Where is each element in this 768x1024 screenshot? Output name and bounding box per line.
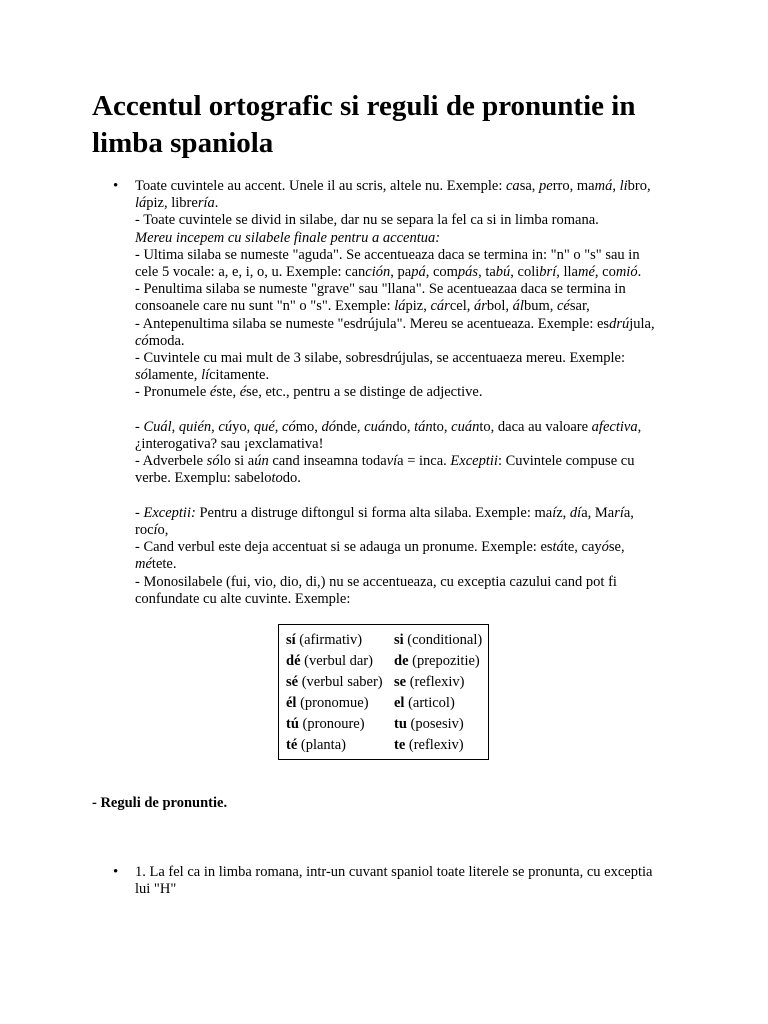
word: tu	[394, 716, 407, 732]
pronunciation-rule-text	[135, 864, 680, 898]
italic-segment: í	[552, 504, 557, 521]
table-cell	[394, 651, 488, 672]
text-line	[135, 281, 680, 298]
italic-segment: Mereu incepem cu silabele finale pentru a accentua:	[135, 229, 441, 246]
text-segment: - Ultima silaba se numeste "aguda". Se accentueaza daca se termina in: "n" o "s" sau in	[135, 246, 640, 263]
text-line	[135, 402, 680, 419]
text-line	[135, 367, 680, 384]
italic-segment: lá	[135, 195, 147, 212]
text-segment: mo,	[295, 418, 322, 435]
text-line	[135, 419, 680, 436]
text-segment: jula,	[629, 315, 655, 332]
text-line	[135, 230, 680, 247]
text-segment: se, etc., pentru a se distinge de adjective.	[246, 384, 483, 401]
text-segment: ,	[171, 418, 179, 435]
text-line	[135, 522, 680, 539]
text-segment: - Cand verbul este deja accentuat si se adauga un pronume. Exemple: es	[135, 539, 553, 556]
text-segment: tete.	[151, 556, 177, 573]
bullet-dot-icon: •	[113, 864, 119, 880]
text-segment: roc	[135, 522, 154, 539]
text-segment: to,	[432, 418, 452, 435]
table-cell	[394, 735, 488, 756]
word-meaning: (afirmativ)	[295, 632, 363, 648]
word: se	[394, 674, 407, 690]
italic-segment: ción	[365, 264, 391, 281]
text-segment: bro,	[627, 178, 651, 194]
table-cell	[279, 693, 394, 714]
text-segment: rro, ma	[552, 178, 595, 194]
table-cell	[394, 693, 488, 714]
italic-segment: ví	[386, 453, 398, 470]
word: de	[394, 653, 409, 669]
italic-segment: to	[271, 470, 283, 487]
document-title: Accentul ortografic si reguli de pronuntie in limba spaniola	[92, 90, 636, 159]
text-segment: ste,	[216, 384, 240, 401]
italic-segment: cuán	[364, 418, 393, 435]
text-segment: yo,	[232, 418, 254, 435]
table-row	[279, 735, 488, 756]
text-segment: sar,	[569, 298, 590, 315]
text-segment: , com	[425, 264, 458, 281]
table-cell	[279, 735, 394, 756]
italic-segment: é	[239, 384, 247, 401]
table-row	[279, 672, 488, 693]
italic-segment: quién	[178, 418, 212, 435]
text-segment: moda.	[148, 332, 185, 349]
italic-segment: ó	[601, 539, 609, 556]
table-cell	[279, 714, 394, 735]
text-segment: ¿interogativa? sau ¡exclamativa!	[135, 436, 324, 453]
italic-segment: có	[282, 418, 296, 435]
text-line	[135, 384, 680, 401]
table-cell	[279, 630, 394, 651]
text-line	[135, 264, 680, 281]
word-meaning: (verbul saber)	[298, 674, 383, 690]
text-segment: se,	[608, 539, 625, 556]
text-line	[135, 453, 680, 470]
text-segment: cele 5 vocale: a, e, i, o, u. Exemple: can	[135, 264, 366, 281]
text-line	[135, 195, 680, 212]
text-segment: do.	[282, 470, 301, 487]
section-heading: - Reguli de pronuntie.	[92, 795, 228, 811]
word-meaning: (conditional)	[403, 632, 483, 648]
italic-segment: mió	[615, 264, 638, 281]
italic-segment: ún	[254, 453, 269, 470]
italic-segment: só	[135, 367, 148, 384]
word-meaning: (pronoure)	[298, 716, 365, 732]
text-segment: to, daca au valoare	[479, 418, 592, 435]
text-segment: nde,	[335, 418, 365, 435]
bullet-dot-icon: •	[113, 178, 119, 194]
text-line	[135, 350, 680, 367]
table-cell	[279, 672, 394, 693]
text-line	[135, 212, 680, 229]
text-segment: - Antepenultima silaba se numeste "esdrújula". Mereu se acentueaza. Exemple: es	[135, 315, 610, 332]
word-meaning: (pronomue)	[296, 695, 369, 711]
text-segment: ,	[211, 418, 219, 435]
text-segment: : Cuvintele compuse cu	[497, 453, 635, 470]
text-segment: , co	[594, 264, 616, 281]
italic-segment: có	[135, 332, 149, 349]
text-segment: - Monosilabele (fui, vio, dio, di,) nu se accentueaza, cu exceptia cazului cand pot fi	[135, 573, 617, 590]
text-segment: te, cay	[563, 539, 602, 556]
text-line	[135, 574, 680, 591]
text-line	[135, 436, 680, 453]
text-segment: .	[214, 195, 219, 212]
text-line: lui "H"	[135, 881, 177, 898]
table-cell	[394, 630, 488, 651]
accent-rules-text	[135, 178, 680, 608]
text-line	[135, 505, 680, 522]
text-segment: -	[135, 504, 144, 521]
text-segment: lamente,	[147, 367, 202, 384]
italic-segment: lí	[201, 367, 210, 384]
text-segment: confundate cu alte cuvinte. Exemple:	[135, 590, 351, 607]
italic-segment: ál	[512, 298, 524, 315]
text-line	[135, 316, 680, 333]
italic-segment: bú	[495, 264, 511, 281]
italic-segment: dí	[569, 504, 582, 521]
italic-segment: afectiva	[591, 418, 638, 435]
text-segment: .	[637, 264, 642, 281]
text-segment: - Adverbele	[135, 453, 207, 470]
text-segment: - Penultima silaba se numeste "grave" sau "llana". Se acentueazaa daca se termina in	[135, 281, 626, 298]
text-segment: citamente.	[209, 367, 270, 384]
text-line	[135, 298, 680, 315]
italic-segment: cuán	[451, 418, 480, 435]
word-meaning: (reflexiv)	[405, 737, 464, 753]
italic-segment: í	[153, 522, 158, 539]
word: te	[394, 737, 406, 753]
text-segment: piz,	[405, 298, 431, 315]
text-segment: lo si a	[219, 453, 255, 470]
text-segment: ,	[274, 418, 283, 435]
text-segment: , lla	[556, 264, 578, 281]
italic-segment: qué	[253, 418, 275, 435]
text-line	[135, 333, 680, 350]
italic-segment: ría	[197, 195, 215, 212]
italic-segment: mé	[577, 264, 595, 281]
word: sí	[286, 632, 296, 648]
text-segment: - Pronumele	[135, 384, 210, 401]
word-meaning: (posesiv)	[406, 716, 464, 732]
table-row	[279, 630, 488, 651]
table-cell	[394, 714, 488, 735]
text-line	[135, 247, 680, 264]
word-meaning: (articol)	[404, 695, 455, 711]
italic-segment: Exceptii:	[143, 504, 196, 521]
word: dé	[286, 653, 301, 669]
table-row	[279, 651, 488, 672]
italic-segment: ca	[506, 178, 520, 194]
text-segment: z,	[556, 504, 570, 521]
text-segment: a,	[623, 504, 634, 521]
text-segment: ,	[612, 178, 620, 194]
text-segment: piz, libre	[146, 195, 198, 212]
table-cell	[279, 651, 394, 672]
word: el	[394, 695, 405, 711]
text-line	[135, 488, 680, 505]
italic-segment: pás	[457, 264, 479, 281]
table-cell	[394, 672, 488, 693]
italic-segment: dó	[321, 418, 336, 435]
text-segment: cel,	[449, 298, 474, 315]
italic-segment: ár	[473, 298, 487, 315]
italic-segment: Cuál	[143, 418, 172, 435]
word: tú	[286, 716, 299, 732]
italic-segment: tá	[552, 539, 564, 556]
italic-segment: brí	[539, 264, 557, 281]
text-segment: bum,	[523, 298, 557, 315]
text-segment: , pa	[390, 264, 412, 281]
table-row	[279, 693, 488, 714]
text-segment: consoanele care nu sunt "n" o "s". Exemple:	[135, 298, 395, 315]
text-segment: Pentru a distruge diftongul si forma alta silaba. Exemple: ma	[195, 504, 553, 521]
italic-segment: cé	[556, 298, 570, 315]
word: él	[286, 695, 297, 711]
italic-segment: é	[209, 384, 217, 401]
italic-segment: lá	[394, 298, 406, 315]
text-segment: sa,	[519, 178, 540, 194]
monosyllable-table	[278, 624, 489, 760]
text-line: 1. La fel ca in limba romana, intr-un cuvant spaniol toate literele se pronunta, cu exceptia	[135, 864, 653, 880]
text-segment: ,	[637, 418, 642, 435]
text-segment: - Cuvintele cu mai mult de 3 silabe, sobresdrújulas, se accentuaeza mereu. Exemple:	[135, 350, 626, 367]
word-meaning: (prepozitie)	[408, 653, 480, 669]
text-segment: - Toate cuvintele se divid in silabe, dar nu se separa la fel ca si in limba romana.	[135, 212, 599, 229]
text-line	[135, 591, 680, 608]
italic-segment: cú	[218, 418, 233, 435]
text-line	[135, 470, 680, 487]
italic-segment: Exceptii	[450, 453, 498, 470]
text-segment: bol,	[486, 298, 513, 315]
text-segment: -	[135, 418, 144, 435]
word-meaning: (reflexiv)	[406, 674, 465, 690]
text-segment: a = inca.	[397, 453, 451, 470]
table-row	[279, 714, 488, 735]
word: sé	[286, 674, 299, 690]
text-segment: , coli	[510, 264, 540, 281]
text-segment: a, Ma	[581, 504, 615, 521]
text-segment: cand inseamna toda	[268, 453, 387, 470]
italic-segment: li	[619, 178, 628, 194]
text-line	[135, 178, 680, 195]
text-segment: o,	[157, 522, 169, 539]
word-meaning: (verbul dar)	[300, 653, 373, 669]
word: té	[286, 737, 298, 753]
text-segment: do,	[392, 418, 415, 435]
italic-segment: pá	[411, 264, 426, 281]
text-line	[135, 539, 680, 556]
italic-segment: má	[594, 178, 613, 194]
italic-segment: tán	[414, 418, 433, 435]
text-segment: Toate cuvintele au accent. Unele il au scris, altele nu. Exemple:	[135, 178, 506, 194]
text-line	[135, 556, 680, 573]
italic-segment: drú	[609, 315, 630, 332]
text-segment: verbe. Exemplu: sabelo	[135, 470, 272, 487]
italic-segment: pe	[539, 178, 553, 194]
text-segment: , ta	[478, 264, 496, 281]
italic-segment: mé	[135, 556, 152, 573]
italic-segment: só	[206, 453, 220, 470]
word-meaning: (planta)	[297, 737, 346, 753]
italic-segment: cár	[430, 298, 450, 315]
italic-segment: rí	[614, 504, 624, 521]
word: si	[394, 632, 404, 648]
